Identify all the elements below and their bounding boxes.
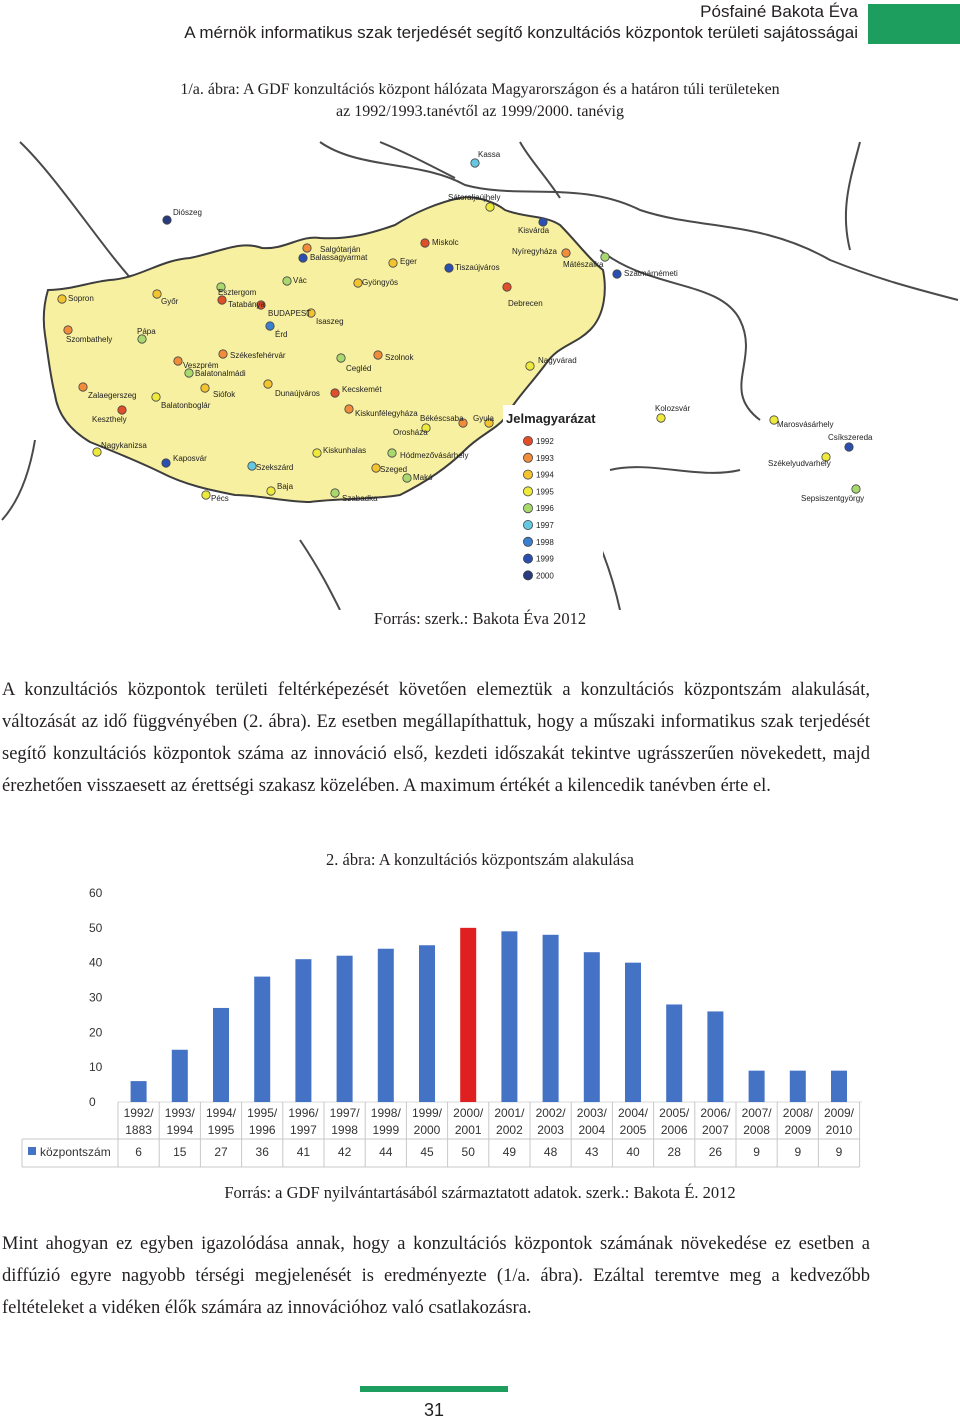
map-label-kaposvar: Kaposvár xyxy=(173,454,207,463)
map-label-marosvasarhely: Marosvásárhely xyxy=(777,420,834,429)
figure1-source: Forrás: szerk.: Bakota Éva 2012 xyxy=(373,609,587,628)
map-point-szeged xyxy=(372,464,380,472)
map-point-kassa xyxy=(471,159,479,167)
map-point-baja xyxy=(267,487,275,495)
x-tick-label: 2008/ 2009 xyxy=(782,1106,813,1137)
map-label-hodmezovasarhely: Hódmezővásárhely xyxy=(400,451,469,460)
map-label-pecs: Pécs xyxy=(211,494,229,503)
legend-label-1992: 1992 xyxy=(536,437,554,446)
bar-2000-2001 xyxy=(460,928,476,1102)
map-point-nagyvarad xyxy=(526,362,534,370)
map-label-balatonboglar: Balatonboglár xyxy=(161,401,211,410)
map-label-szekelyudvarhely: Székelyudvarhely xyxy=(768,459,831,468)
map-point-kecskemet xyxy=(331,389,339,397)
map-label-eger: Eger xyxy=(400,257,417,266)
running-header-title: A mérnök informatikus szak terjedését segítő konzultációs központok területi sajátosságai xyxy=(184,23,858,42)
map-label-debrecen: Debrecen xyxy=(508,299,543,308)
map-point-sepsiszentgyorgy xyxy=(852,485,860,493)
map-point-dunaujvaros xyxy=(264,380,272,388)
bar-1996-1997 xyxy=(295,959,311,1102)
figure1-caption-line2: az 1992/1993.tanévtől az 1999/2000. tanévig xyxy=(336,103,624,120)
bar-1994-1995 xyxy=(213,1008,229,1102)
map-point-szolnok xyxy=(374,351,382,359)
map-label-sepsiszentgyorgy: Sepsiszentgyörgy xyxy=(801,494,865,503)
map-label-mateszalka: Mátészalka xyxy=(563,260,604,269)
data-table-value: 28 xyxy=(667,1145,681,1159)
legend-label-2000: 2000 xyxy=(536,571,554,581)
map-point-hodmezovasarhely xyxy=(388,449,396,457)
x-tick-label: 1992/ 1883 xyxy=(123,1106,154,1137)
map-legend xyxy=(503,405,603,583)
map-label-szabadka: Szabadka xyxy=(342,494,378,503)
map-point-kiskunfelegyhaza xyxy=(345,405,353,413)
bar-1997-1998 xyxy=(337,956,353,1102)
y-tick-label: 40 xyxy=(89,955,103,970)
map-label-vac: Vác xyxy=(293,276,307,285)
map-label-kisvarda: Kisvárda xyxy=(518,226,550,235)
y-tick-label: 0 xyxy=(89,1095,96,1109)
y-tick-label: 10 xyxy=(89,1060,103,1075)
y-tick-label: 60 xyxy=(89,886,103,900)
paragraph-1: A konzultációs központok területi feltérképezését követően elemeztük a konzultációs központszám alakulását, változását az idő függvényében (2. ábra). Ez esetben megállapíthattuk, hogy a műszaki informatikus szak terjedését segítő konzultációs központok száma az innováció első, kezdeti időszakát tekintve ugrásszerűen növekedett, majd érezhetően visszaesett az érettségi szakasz közelében. A maximum értékét a kilencedik tanévben érte el. xyxy=(2,680,870,796)
map-label-tiszaujvaros: Tiszaújváros xyxy=(455,263,500,272)
map-label-kiskunhalas: Kiskunhalas xyxy=(323,446,367,455)
legend-swatch-1993 xyxy=(523,453,532,462)
map-point-szatmarnemeti xyxy=(613,270,621,278)
map-label-satoraljaujhely: Sátoraljaújhely xyxy=(448,193,501,202)
map-label-salgotarjan: Salgótarján xyxy=(320,245,361,254)
page-number: 31 xyxy=(423,1400,445,1420)
map-point-balatonboglar xyxy=(152,393,160,401)
data-table-value: 45 xyxy=(420,1145,434,1159)
map-label-dioszeg: Diószeg xyxy=(173,208,202,217)
map-label-gyongyos: Gyöngyös xyxy=(362,278,399,287)
map-point-szabadka xyxy=(331,489,339,497)
legend-swatch-1999 xyxy=(523,554,532,563)
map-label-mako: Makó xyxy=(413,473,433,482)
x-tick-label: 1997/ 1998 xyxy=(329,1106,360,1137)
map-label-veszprem: Veszprém xyxy=(183,361,219,370)
header-accent-bar xyxy=(868,4,960,44)
map-label-dunaujvaros: Dunaújváros xyxy=(275,389,320,398)
map-point-keszthely xyxy=(118,406,126,414)
map-label-szombathely: Szombathely xyxy=(66,335,113,344)
map-label-balatonalmadi: Balatonalmádi xyxy=(195,369,246,378)
legend-swatch-1998 xyxy=(523,537,532,546)
map-point-zalaegerszeg xyxy=(79,383,87,391)
x-tick-label: 2007/ 2008 xyxy=(741,1106,772,1137)
data-table-value: 15 xyxy=(173,1145,187,1159)
figure2-caption: 2. ábra: A konzultációs központszám alakulása xyxy=(326,850,634,869)
map-point-mako xyxy=(403,474,411,482)
map-point-erd xyxy=(266,322,274,330)
data-table-value: 41 xyxy=(296,1145,311,1159)
map-point-szekszard xyxy=(248,462,256,470)
x-tick-label: 1993/ 1994 xyxy=(164,1106,195,1137)
footer-accent-bar xyxy=(360,1386,508,1392)
map-label-miskolc: Miskolc xyxy=(432,238,459,247)
bar-2006-2007 xyxy=(707,1011,723,1102)
data-table-value: 9 xyxy=(753,1145,760,1159)
map-label-gyula: Gyula xyxy=(473,414,494,423)
x-tick-label: 2002/ 2003 xyxy=(535,1106,566,1137)
data-table-value: 6 xyxy=(135,1145,142,1159)
map-point-nagykanizsa xyxy=(93,448,101,456)
map-label-kecskemet: Kecskemét xyxy=(342,385,382,394)
series-name: központszám xyxy=(40,1145,111,1159)
map-label-kiskunfelegyhaza: Kiskunfélegyháza xyxy=(355,409,418,418)
map-point-dioszeg xyxy=(163,216,171,224)
map-label-papa: Pápa xyxy=(137,327,156,336)
map-point-veszprem xyxy=(174,357,182,365)
map-label-nagykanizsa: Nagykanizsa xyxy=(101,441,147,450)
map-point-kisvarda xyxy=(539,218,547,226)
bar-2001-2002 xyxy=(501,931,517,1102)
figure1-caption-line1: 1/a. ábra: A GDF konzultációs központ hálózata Magyarországon és a határon túli területeken xyxy=(180,81,780,98)
map-point-gyongyos xyxy=(354,279,362,287)
legend-swatch-1996 xyxy=(523,504,532,513)
map-point-satoraljaujhely xyxy=(486,203,494,211)
data-table-value: 9 xyxy=(835,1145,843,1159)
x-tick-label: 2003/ 2004 xyxy=(576,1106,607,1137)
y-tick-label: 30 xyxy=(89,990,103,1005)
bar-2005-2006 xyxy=(666,1004,682,1102)
consultation-center-map xyxy=(0,140,960,610)
legend-label-1998: 1998 xyxy=(536,537,554,547)
x-tick-label: 1995/ 1996 xyxy=(247,1106,278,1137)
map-point-cegled xyxy=(337,354,345,362)
map-point-kolozsvar xyxy=(657,414,665,422)
legend-label-1994: 1994 xyxy=(536,470,554,480)
map-point-salgotarjan xyxy=(303,244,311,252)
y-tick-label: 50 xyxy=(89,920,103,935)
map-point-debrecen xyxy=(503,283,511,291)
x-tick-label: 2009/ 2010 xyxy=(823,1106,855,1137)
x-tick-label: 1996/ 1997 xyxy=(288,1106,319,1137)
map-label-gyor: Győr xyxy=(161,297,179,306)
bar-2007-2008 xyxy=(749,1071,765,1102)
legend-label-1993: 1993 xyxy=(536,453,554,463)
map-label-csikszereda: Csíkszereda xyxy=(828,433,873,442)
map-point-kiskunhalas xyxy=(313,449,321,457)
map-label-erd: Érd xyxy=(275,330,288,339)
legend-swatch-1995 xyxy=(523,487,532,496)
map-label-nagyvarad: Nagyvárad xyxy=(538,356,577,365)
running-header-author: Pósfainé Bakota Éva xyxy=(700,2,858,21)
legend-swatch-1994 xyxy=(523,470,532,479)
bar-1999-2000 xyxy=(419,945,435,1102)
x-tick-label: 2001/ 2002 xyxy=(494,1106,525,1137)
map-label-siofok: Siófok xyxy=(213,390,236,399)
data-table-value: 48 xyxy=(543,1145,558,1159)
map-point-szekesfehervar xyxy=(219,350,227,358)
bar-2004-2005 xyxy=(625,963,641,1102)
map-label-balassagyarmat: Balassagyarmat xyxy=(310,253,368,262)
legend-swatch-1992 xyxy=(523,436,532,445)
map-label-keszthely: Keszthely xyxy=(92,415,127,424)
map-label-oroshaza: Orosháza xyxy=(393,428,428,437)
x-tick-label: 1994/ 1995 xyxy=(205,1106,237,1137)
map-point-eger xyxy=(389,259,397,267)
map-point-tatabanya xyxy=(218,296,226,304)
map-label-isaszeg: Isaszeg xyxy=(316,317,344,326)
x-tick-label: 2006/ 2007 xyxy=(700,1106,731,1137)
map-label-szeged: Szeged xyxy=(380,465,408,474)
map-point-gyor xyxy=(153,290,161,298)
center-count-bar-chart xyxy=(0,870,880,1170)
map-point-kaposvar xyxy=(162,459,170,467)
legend-label-1999: 1999 xyxy=(536,554,554,564)
data-table-value: 40 xyxy=(626,1145,640,1159)
map-point-balatonalmadi xyxy=(185,369,193,377)
bar-1992-1883 xyxy=(131,1081,147,1102)
x-tick-label: 1999/ 2000 xyxy=(411,1106,443,1137)
map-point-nyiregyhaza xyxy=(562,249,570,257)
map-label-szekszard: Szekszárd xyxy=(256,463,294,472)
data-table-value: 50 xyxy=(461,1145,475,1159)
bar-1998-1999 xyxy=(378,949,394,1102)
legend-label-1996: 1996 xyxy=(536,504,554,514)
data-table-value: 43 xyxy=(585,1145,599,1159)
map-point-pecs xyxy=(202,491,210,499)
map-point-balassagyarmat xyxy=(299,254,307,262)
data-table-value: 44 xyxy=(379,1145,393,1159)
map-label-esztergom: Esztergom xyxy=(218,288,257,297)
legend-swatch-1997 xyxy=(523,520,532,529)
map-label-tatabanya: Tatabánya xyxy=(228,300,265,309)
bar-2003-2004 xyxy=(584,952,600,1102)
map-label-baja: Baja xyxy=(277,482,294,491)
data-table-value: 49 xyxy=(502,1145,517,1159)
map-label-sopron: Sopron xyxy=(68,294,94,303)
map-label-budapest: BUDAPEST xyxy=(268,309,312,318)
legend-swatch-2000 xyxy=(523,571,532,580)
map-point-szombathely xyxy=(64,326,72,334)
bar-2002-2003 xyxy=(543,935,559,1102)
map-point-miskolc xyxy=(421,239,429,247)
map-label-zalaegerszeg: Zalaegerszeg xyxy=(88,391,137,400)
bar-2008-2009 xyxy=(790,1071,806,1102)
data-table-value: 42 xyxy=(337,1145,352,1159)
paragraph-2: Mint ahogyan ez egyben igazolódása annak, hogy a konzultációs központok számának növekedése ez esetben a diffúzió egyre nagyobb térségi megjelenését is eredményezte (1/a. ábra). Ezáltal teremtve meg a kedvezőbb feltételeket a vidéken élők számára az innovációhoz való csatlakozásra. xyxy=(2,1234,870,1318)
legend-title: Jelmagyarázat xyxy=(506,411,596,426)
map-label-szatmarnemeti: Szatmárnémeti xyxy=(624,269,678,278)
map-label-bekescsaba: Békéscsaba xyxy=(420,414,464,423)
map-point-tiszaujvaros xyxy=(445,264,453,272)
map-label-kassa: Kassa xyxy=(478,150,501,159)
y-tick-label: 20 xyxy=(89,1025,103,1040)
data-table-value: 26 xyxy=(708,1145,723,1159)
map-point-csikszereda xyxy=(845,443,853,451)
x-tick-label: 2000/ 2001 xyxy=(453,1106,484,1137)
map-label-szekesfehervar: Székesfehérvár xyxy=(230,351,286,360)
x-tick-label: 2005/ 2006 xyxy=(659,1106,690,1137)
map-label-kolozsvar: Kolozsvár xyxy=(655,404,691,413)
map-label-cegled: Cegléd xyxy=(346,364,372,373)
map-point-vac xyxy=(283,277,291,285)
x-tick-label: 2004/ 2005 xyxy=(617,1106,649,1137)
data-table-value: 9 xyxy=(794,1145,802,1159)
bar-1995-1996 xyxy=(254,977,270,1102)
figure2-source: Forrás: a GDF nyilvántartásából származtatott adatok. szerk.: Bakota É. 2012 xyxy=(224,1183,736,1202)
legend-label-1997: 1997 xyxy=(536,521,554,530)
map-label-nyiregyhaza: Nyíregyháza xyxy=(512,247,557,256)
map-label-szolnok: Szolnok xyxy=(385,353,414,362)
bar-1993-1994 xyxy=(172,1050,188,1102)
x-tick-label: 1998/ 1999 xyxy=(370,1106,401,1137)
map-point-siofok xyxy=(201,384,209,392)
map-point-papa xyxy=(138,335,146,343)
legend-label-1995: 1995 xyxy=(536,487,554,497)
series-key-swatch xyxy=(28,1147,36,1155)
bar-2009-2010 xyxy=(831,1071,847,1102)
data-table-value: 27 xyxy=(214,1145,228,1159)
data-table-value: 36 xyxy=(255,1145,269,1159)
map-point-sopron xyxy=(58,295,66,303)
